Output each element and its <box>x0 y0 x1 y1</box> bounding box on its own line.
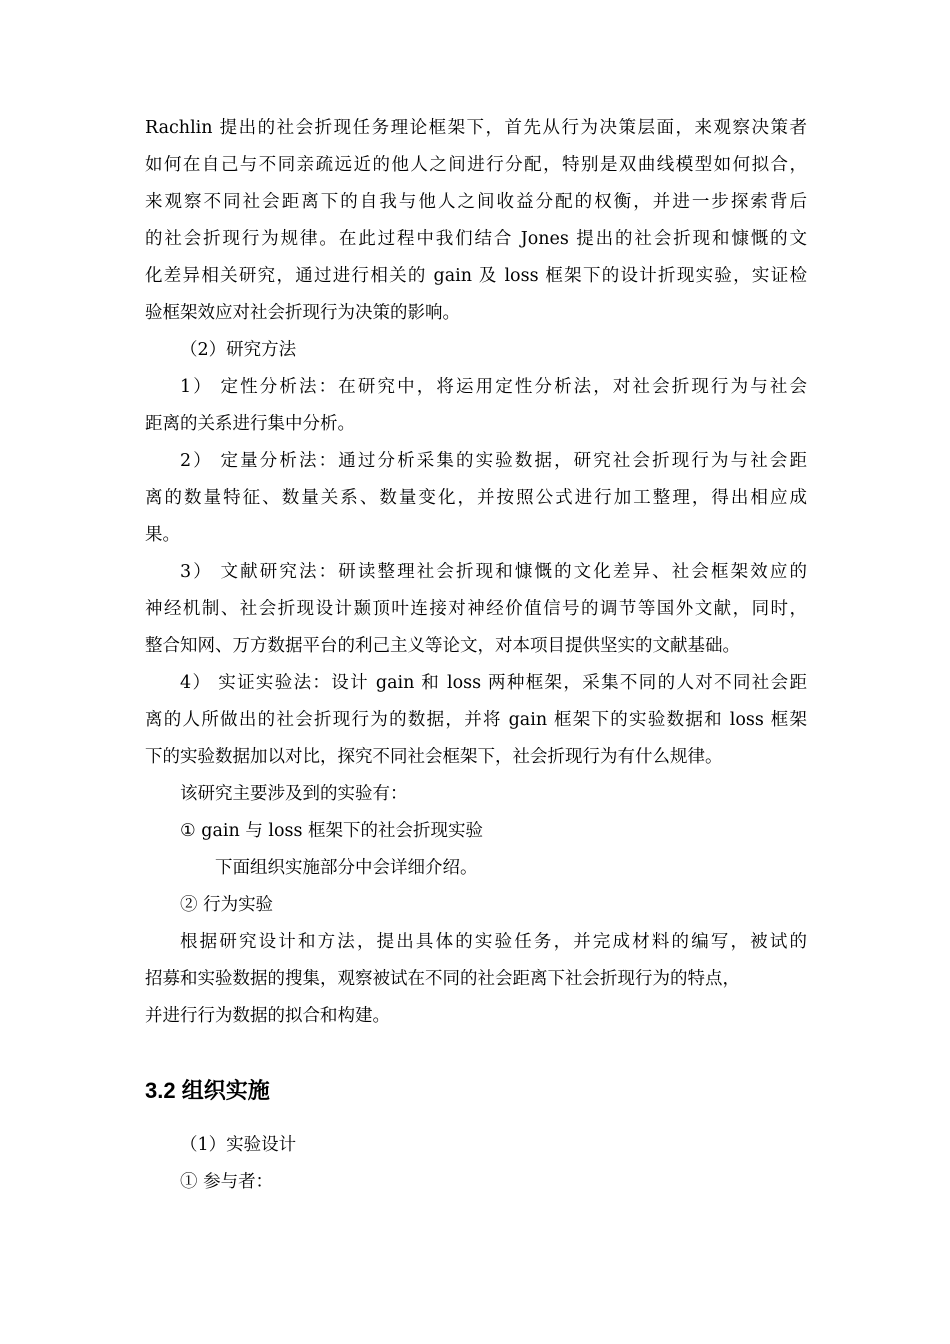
text-line: 的社会折现行为规律。在此过程中我们结合 Jones 提出的社会折现和慷慨的文 <box>145 229 807 249</box>
implementation-section <box>145 1127 807 1201</box>
text-line: Rachlin 提出的社会折现任务理论框架下，首先从行为决策层面，来观察决策者 <box>145 118 807 138</box>
text-line: 离的数量特征、数量关系、数量变化，并按照公式进行加工整理，得出相应成 <box>145 488 807 508</box>
text-line: 神经机制、社会折现设计颞顶叶连接对神经价值信号的调节等国外文献，同时， <box>145 599 807 619</box>
text-line: 如何在自己与不同亲疏远近的他人之间进行分配，特别是双曲线模型如何拟合， <box>145 155 807 175</box>
text-line: 化差异相关研究，通过进行相关的 gain 及 loss 框架下的设计折现实验，实证检 <box>145 266 807 286</box>
text-line: 3） 文献研究法：研读整理社会折现和慷慨的文化差异、社会框架效应的 <box>180 562 807 582</box>
text-line: 验框架效应对社会折现行为决策的影响。 <box>145 303 460 323</box>
research-methods-section <box>145 110 807 1035</box>
text-line: 根据研究设计和方法，提出具体的实验任务，并完成材料的编写，被试的 <box>180 932 807 952</box>
text-line: 该研究主要涉及到的实验有： <box>180 784 408 804</box>
text-line: 2） 定量分析法：通过分析采集的实验数据，研究社会折现行为与社会距 <box>180 451 807 471</box>
text-line: 招募和实验数据的搜集，观察被试在不同的社会距离下社会折现行为的特点， <box>145 969 740 989</box>
text-line: 1） 定性分析法：在研究中，将运用定性分析法，对社会折现行为与社会 <box>180 377 807 397</box>
document-body <box>145 110 807 1201</box>
text-line: 并进行行为数据的拟合和构建。 <box>145 1006 390 1026</box>
text-line: 下面组织实施部分中会详细介绍。 <box>215 858 478 878</box>
text-line: （1）实验设计 <box>180 1135 297 1155</box>
text-line: ② 行为实验 <box>180 895 274 915</box>
text-line: ① gain 与 loss 框架下的社会折现实验 <box>180 821 484 841</box>
text-line: （2）研究方法 <box>180 340 297 360</box>
text-line: 整合知网、万方数据平台的利己主义等论文，对本项目提供坚实的文献基础。 <box>145 636 740 656</box>
text-line: 4） 实证实验法：设计 gain 和 loss 两种框架，采集不同的人对不同社会距 <box>180 673 807 693</box>
text-line: 下的实验数据加以对比，探究不同社会框架下，社会折现行为有什么规律。 <box>145 747 723 767</box>
text-line: 离的人所做出的社会折现行为的数据，并将 gain 框架下的实验数据和 loss 框架 <box>145 710 807 730</box>
section-heading: 3.2 组织实施 <box>145 1078 270 1103</box>
text-line: 果。 <box>145 525 180 545</box>
text-line: ① 参与者： <box>180 1172 274 1192</box>
text-line: 距离的关系进行集中分析。 <box>145 414 355 434</box>
text-line: 来观察不同社会距离下的自我与他人之间收益分配的权衡，并进一步探索背后 <box>145 192 807 212</box>
